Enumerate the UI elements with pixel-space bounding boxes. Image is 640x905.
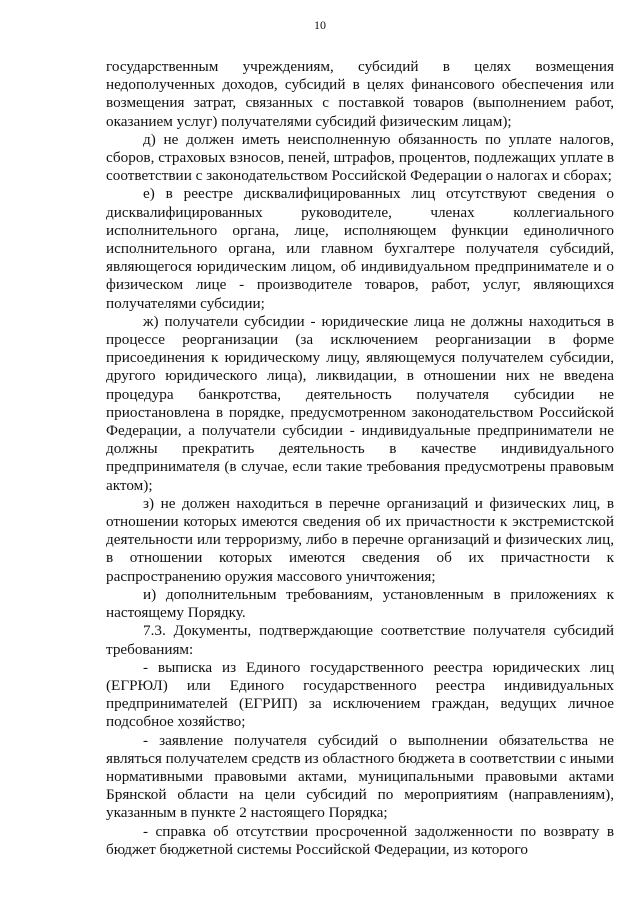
page-number: 10 <box>314 18 326 32</box>
paragraph-item-z: з) не должен находиться в перечне организаций и физических лиц, в отношении которых имеются сведения об их причастности к экстремистской деятельности или терроризму, либо в перечне организаций и физических лиц, в отношении которых имеются сведения об их причастности к распространению оружия массового уничтожения; <box>106 494 614 585</box>
paragraph-continuation: государственным учреждениям, субсидий в целях возмещения недополученных доходов, субсидий в целях финансового обеспечения или возмещения затрат, связанных с поставкой товаров (выполнением работ, оказанием услуг) получателями субсидий физическим лицам); <box>106 58 614 130</box>
document-body <box>106 58 614 859</box>
paragraph-bullet-certificate: - справка об отсутствии просроченной задолженности по возврату в бюджет бюджетной системы Российской Федерации, из которого <box>106 822 614 858</box>
paragraph-item-i: и) дополнительным требованиям, установленным в приложениях к настоящему Порядку. <box>106 585 614 622</box>
paragraph-item-e: е) в реестре дисквалифицированных лиц отсутствуют сведения о дисквалифицированных руководителе, членах коллегиального исполнительного органа, лице, исполняющем функции единоличного исполнительного органа, или главном бухгалтере получателя субсидий, являющегося юридическим лицом, об индивидуальном предпринимателе и о физическом лице - производителе товаров, работ, услуг, являющихся получателями субсидии; <box>106 185 614 312</box>
paragraph-bullet-statement: - заявление получателя субсидий о выполнении обязательства не являться получателем средств из областного бюджета в соответствии с иными нормативными правовыми актами, муниципальными правовыми актами Брянской области на цели субсидий по мероприятиям (направлениям), указанным в пункте 2 настоящего Порядка; <box>106 731 614 822</box>
paragraph-section-7-3: 7.3. Документы, подтверждающие соответствие получателя субсидий требованиям: <box>106 622 614 658</box>
paragraph-bullet-egrul: - выписка из Единого государственного реестра юридических лиц (ЕГРЮЛ) или Единого государственного реестра индивидуальных предпринимателей (ЕГРИП) за исключением граждан, ведущих личное подсобное хозяйство; <box>106 658 614 731</box>
paragraph-item-d: д) не должен иметь неисполненную обязанность по уплате налогов, сборов, страховых взносов, пеней, штрафов, процентов, подлежащих уплате в соответствии с законодательством Российской Федерации о налогах и сборах; <box>106 130 614 185</box>
paragraph-item-zh: ж) получатели субсидии - юридические лица не должны находиться в процессе реорганизации (за исключением реорганизации в форме присоединения к юридическому лицу, являющемуся получателем субсидии, другого юридического лица), ликвидации, в отношении них не введена процедура банкротства, деятельность получателя субсидии не приостановлена в порядке, предусмотренном законодательством Российской Федерации, а получатели субсидии - индивидуальные предприниматели не должны прекратить деятельность в качестве индивидуального предпринимателя (в случае, если такие требования предусмотрены правовым актом); <box>106 312 614 494</box>
